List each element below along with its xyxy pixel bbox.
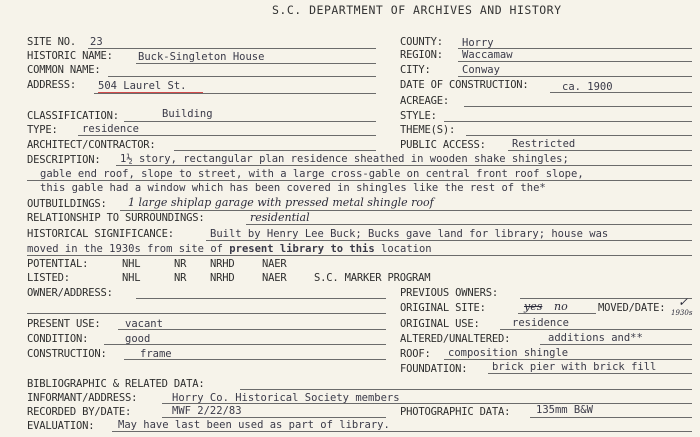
county-value: Horry <box>462 37 494 49</box>
potential-nrhd: NRHD <box>210 258 235 270</box>
description-line-1: 1½ story, rectangular plan residence sheathed in wooden shake shingles; <box>120 153 569 165</box>
original-site-yes: yes <box>524 300 543 313</box>
historic-name-line <box>136 63 376 64</box>
previous-owners-label: PREVIOUS OWNERS: <box>400 287 498 299</box>
historical-significance-rule-2 <box>27 255 692 256</box>
county-label: COUNTY: <box>400 36 443 48</box>
type-value: residence <box>82 123 139 135</box>
style-line <box>444 121 692 122</box>
type-label: TYPE: <box>27 124 58 136</box>
acreage-line <box>464 106 692 107</box>
city-value: Conway <box>462 64 500 76</box>
informant-line <box>162 403 692 404</box>
relationship-value: residential <box>250 211 310 224</box>
construction-line <box>124 359 386 360</box>
description-line-3: this gable had a window which has been covered in shingles like the rest of the* <box>40 182 546 194</box>
photographic-data-line <box>530 417 692 418</box>
date-of-construction-line <box>550 92 692 93</box>
photographic-data-value: 135mm B&W <box>536 404 593 416</box>
historic-name-value: Buck-Singleton House <box>138 51 265 63</box>
informant-label: INFORMANT/ADDRESS: <box>27 392 138 404</box>
present-use-label: PRESENT USE: <box>27 318 101 330</box>
listed-nr: NR <box>174 272 187 284</box>
altered-line <box>540 344 692 345</box>
listed-nrhd: NRHD <box>210 272 235 284</box>
moved-checkmark-icon: ✓ <box>678 295 689 309</box>
region-line <box>458 61 692 62</box>
present-use-line <box>118 329 386 330</box>
listed-label: LISTED: <box>27 272 70 284</box>
historical-significance-line-2 <box>27 243 432 255</box>
region-value: Waccamaw <box>462 49 513 61</box>
owner-address-line-2 <box>27 313 386 314</box>
roof-label: ROOF: <box>400 348 431 360</box>
architect-line <box>174 150 376 151</box>
evaluation-label: EVALUATION: <box>27 420 95 432</box>
potential-naer: NAER <box>262 258 287 270</box>
listed-nhl: NHL <box>122 272 141 284</box>
hs-line-2b: present library to this <box>229 243 375 255</box>
condition-value: good <box>125 333 151 345</box>
evaluation-line <box>112 431 692 432</box>
roof-line <box>444 359 692 360</box>
sc-marker-program: S.C. MARKER PROGRAM <box>314 272 431 284</box>
style-label: STYLE: <box>400 110 437 122</box>
outbuildings-line <box>120 210 692 211</box>
region-label: REGION: <box>400 49 443 61</box>
hs-line-2a: moved in the 1930s from site of <box>27 243 223 255</box>
public-access-label: PUBLIC ACCESS: <box>400 139 486 151</box>
construction-label: CONSTRUCTION: <box>27 348 107 360</box>
bibliographic-line <box>240 389 692 390</box>
common-name-label: COMMON NAME: <box>27 64 101 76</box>
description-label: DESCRIPTION: <box>27 154 101 166</box>
public-access-value: Restricted <box>512 138 576 150</box>
city-label: CITY: <box>400 64 431 76</box>
informant-value: Horry Co. Historical Society members <box>172 392 400 404</box>
themes-line <box>466 135 692 136</box>
foundation-label: FOUNDATION: <box>400 363 468 375</box>
photographic-data-label: PHOTOGRAPHIC DATA: <box>400 406 511 418</box>
classification-line <box>124 121 376 122</box>
description-rule-2 <box>27 180 692 181</box>
potential-nr: NR <box>174 258 187 270</box>
altered-label: ALTERED/UNALTERED: <box>400 333 511 345</box>
condition-line <box>104 344 386 345</box>
site-no-value: 23 <box>90 36 103 48</box>
original-use-line <box>500 329 692 330</box>
common-name-line <box>108 76 376 77</box>
site-no-label: SITE NO. <box>27 36 76 48</box>
outbuildings-value: 1 large shiplap garage with pressed metal shingle roof <box>128 196 434 209</box>
relationship-line <box>246 224 692 225</box>
outbuildings-label: OUTBUILDINGS: <box>27 198 107 210</box>
potential-label: POTENTIAL: <box>27 258 89 270</box>
altered-value: additions and** <box>548 332 643 344</box>
condition-label: CONDITION: <box>27 333 89 345</box>
construction-value: frame <box>140 348 172 360</box>
address-value: 504 Laurel St. <box>98 80 187 92</box>
public-access-line <box>508 150 692 151</box>
foundation-value: brick pier with brick fill <box>492 361 657 373</box>
original-site-line <box>518 313 596 314</box>
relationship-label: RELATIONSHIP TO SURROUNDINGS: <box>27 212 205 224</box>
recorded-by-value: MWF 2/22/83 <box>172 405 242 417</box>
address-label: ADDRESS: <box>27 79 76 91</box>
card-title: S.C. DEPARTMENT OF ARCHIVES AND HISTORY <box>272 3 562 17</box>
historical-significance-rule-1 <box>206 240 692 241</box>
potential-nhl: NHL <box>122 258 141 270</box>
description-rule-1 <box>116 165 692 166</box>
site-no-line <box>88 48 376 49</box>
foundation-line <box>488 373 692 374</box>
date-of-construction-value: ca. 1900 <box>562 81 613 93</box>
description-line-2: gable end roof, slope to street, with a large cross-gable on central front roof slope, <box>40 168 584 180</box>
bibliographic-label: BIBLIOGRAPHIC & RELATED DATA: <box>27 378 205 390</box>
present-use-value: vacant <box>125 318 163 330</box>
original-site-label: ORIGINAL SITE: <box>400 302 486 314</box>
acreage-label: ACREAGE: <box>400 95 449 107</box>
moved-date-value: 1930s <box>671 309 693 317</box>
recorded-by-label: RECORDED BY/DATE: <box>27 406 132 418</box>
moved-date-label: MOVED/DATE: <box>598 302 666 314</box>
evaluation-value: May have last been used as part of library. <box>118 419 390 431</box>
original-site-no: no <box>554 300 568 313</box>
city-line <box>458 76 692 77</box>
historical-significance-line-1: Built by Henry Lee Buck; Bucks gave land for library; house was <box>210 228 609 240</box>
type-line <box>78 135 376 136</box>
hs-line-2c: location <box>381 243 432 255</box>
listed-naer: NAER <box>262 272 287 284</box>
recorded-by-line <box>162 417 386 418</box>
classification-label: CLASSIFICATION: <box>27 110 119 122</box>
classification-value: Building <box>162 108 213 120</box>
roof-value: composition shingle <box>448 347 569 359</box>
original-use-value: residence <box>512 317 569 329</box>
historic-name-label: HISTORIC NAME: <box>27 50 113 62</box>
historical-significance-label: HISTORICAL SIGNIFICANCE: <box>27 228 174 240</box>
original-use-label: ORIGINAL USE: <box>400 318 480 330</box>
address-line <box>94 93 376 94</box>
themes-label: THEME(S): <box>400 124 456 136</box>
owner-address-label: OWNER/ADDRESS: <box>27 287 113 299</box>
date-of-construction-label: DATE OF CONSTRUCTION: <box>400 79 529 91</box>
owner-address-line <box>136 298 386 299</box>
previous-owners-line <box>520 298 692 299</box>
architect-label: ARCHITECT/CONTRACTOR: <box>27 139 156 151</box>
